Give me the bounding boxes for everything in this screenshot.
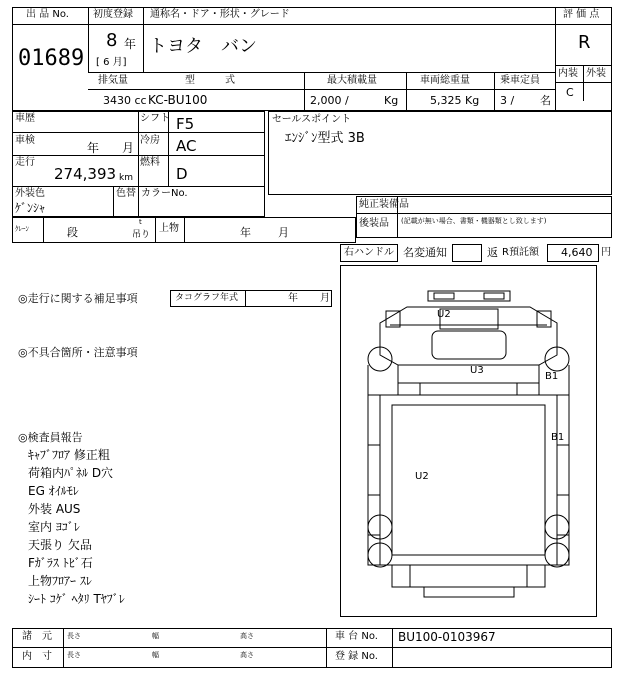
dims-label: 内 寸 <box>22 651 52 662</box>
report-line: 室内 ﾖｺﾞﾚ <box>28 520 80 534</box>
r-deposit-label: R預託額 <box>502 247 539 258</box>
first-reg-label: 初度登録 <box>93 9 133 20</box>
interior-grade: C <box>566 86 574 99</box>
report-line: 天張り 欠品 <box>28 538 92 552</box>
length-label: 長さ <box>67 651 81 659</box>
gross-weight-value: 5,325 Kg <box>430 94 480 107</box>
aftermarket-note: (記載が無い場合、書類・機器類とし致します) <box>401 217 547 225</box>
lot-number: 01689 <box>18 46 85 71</box>
model-value: KC-BU100 <box>148 93 208 107</box>
exterior-label: 外装 <box>586 68 606 79</box>
upper-body-month: 月 <box>278 226 289 239</box>
grade-label: 評 価 点 <box>563 9 600 20</box>
max-load-label: 最大積載量 <box>327 75 377 86</box>
displacement-label: 排気量 <box>98 75 128 86</box>
chassis-label: 車 台 No. <box>335 631 378 642</box>
crane-hoist: 吊り <box>132 230 151 240</box>
report-line: Fｶﾞﾗｽ ﾄﾋﾞ石 <box>28 556 93 570</box>
model-label: 型 式 <box>185 75 235 86</box>
color-code-label: カラーNo. <box>141 188 188 199</box>
capacity-unit: 名 <box>540 94 551 107</box>
name-change-label: 名変通知 <box>403 246 447 259</box>
color-value: ｹﾞﾝｼｬ <box>15 201 46 215</box>
height-label: 高さ <box>240 632 254 640</box>
car-name: トヨタ バン <box>149 36 257 57</box>
tachograph-year: 年 <box>288 293 298 304</box>
fuel-value: D <box>176 165 188 183</box>
crane-stage: 段 <box>67 226 78 239</box>
r-deposit-value: 4,640 <box>561 246 593 259</box>
inspection-month: 月 <box>122 141 135 155</box>
report-line: ｼｰﾄ ｺｹﾞ ﾍﾀﾘ Tﾔﾌﾞﾚ <box>28 592 125 606</box>
footer-frame <box>12 628 612 668</box>
max-load-value: 2,000 / <box>310 94 349 107</box>
registration-label: 登 録 No. <box>335 651 378 662</box>
length-label: 長さ <box>67 632 81 640</box>
first-reg-year-unit: 年 <box>124 37 137 51</box>
history-label: 車歴 <box>15 113 35 124</box>
fuel-label: 燃料 <box>140 157 160 168</box>
capacity-value: 3 / <box>500 94 515 107</box>
capacity-label: 乗車定員 <box>500 75 540 86</box>
upper-body-label: 上物 <box>159 223 179 234</box>
report-line: ｷｬﾌﾞﾌﾛｱ 修正粗 <box>28 448 110 462</box>
color-label: 外装色 <box>15 188 45 199</box>
driving-notes-label: ◎走行に関する補足事項 <box>18 292 138 305</box>
shift-label: シフト <box>140 113 170 124</box>
sales-point-text: ｴﾝｼﾞﾝ型式 3B <box>285 131 365 146</box>
yen-label: 円 <box>601 247 611 258</box>
upper-body-year: 年 <box>240 226 251 239</box>
damage-mark: U2 <box>437 309 451 320</box>
specs-label: 諸 元 <box>22 631 52 642</box>
first-reg-year: 8 <box>106 30 118 51</box>
sales-point-label: セールスポイント <box>272 114 352 125</box>
width-label: 幅 <box>152 651 159 659</box>
report-line: 上物ﾌﾛｱｰ ｽﾚ <box>28 574 92 588</box>
color-change-label: 色替 <box>116 188 136 199</box>
aircon-label: 冷房 <box>140 135 160 146</box>
height-label: 高さ <box>240 651 254 659</box>
grade-value: R <box>578 32 591 53</box>
inspector-report-label: ◎検査員報告 <box>18 431 83 444</box>
mileage-value: 274,393 <box>54 165 117 183</box>
genuine-equipment-label: 純正装備品 <box>359 199 409 210</box>
defects-label: ◎不具合箇所・注意事項 <box>18 346 138 359</box>
width-label: 幅 <box>152 632 159 640</box>
return-label: 返 <box>487 246 498 259</box>
damage-mark: B1 <box>545 371 559 382</box>
damage-mark: U2 <box>415 471 429 482</box>
mileage-label: 走行 <box>15 157 35 168</box>
damage-mark: U3 <box>470 365 484 376</box>
rhd-label: 右ハンドル <box>344 247 394 258</box>
chassis-number: BU100-0103967 <box>398 630 496 644</box>
name-label: 通称名・ドア・形状・グレード <box>150 9 290 20</box>
lot-label: 出 品 No. <box>26 9 69 20</box>
report-line: 外装 AUS <box>28 502 81 516</box>
aircon-value: AC <box>176 137 197 155</box>
report-line: 荷箱内ﾊﾟﾈﾙ D穴 <box>28 466 114 480</box>
tachograph-label: タコグラフ年式 <box>175 293 239 303</box>
first-reg-month: [ 6 月] <box>96 57 127 68</box>
report-line: EG ｵｲﾙﾓﾚ <box>28 484 79 498</box>
crane-t: t <box>139 218 142 226</box>
gross-weight-label: 車両総重量 <box>420 75 470 86</box>
interior-label: 内装 <box>558 68 578 79</box>
max-load-unit: Kg <box>384 94 399 107</box>
crane-label: ｸﾚｰﾝ <box>15 225 29 233</box>
damage-mark: B1 <box>551 432 565 443</box>
aftermarket-label: 後装品 <box>359 218 389 229</box>
mileage-unit: km <box>119 173 133 183</box>
inspection-year: 年 <box>87 141 100 155</box>
inspection-label: 車検 <box>15 135 35 146</box>
name-change-box[interactable] <box>452 244 482 262</box>
tachograph-month: 月 <box>320 293 330 304</box>
displacement-value: 3430 cc <box>103 94 147 107</box>
shift-value: F5 <box>176 115 195 133</box>
